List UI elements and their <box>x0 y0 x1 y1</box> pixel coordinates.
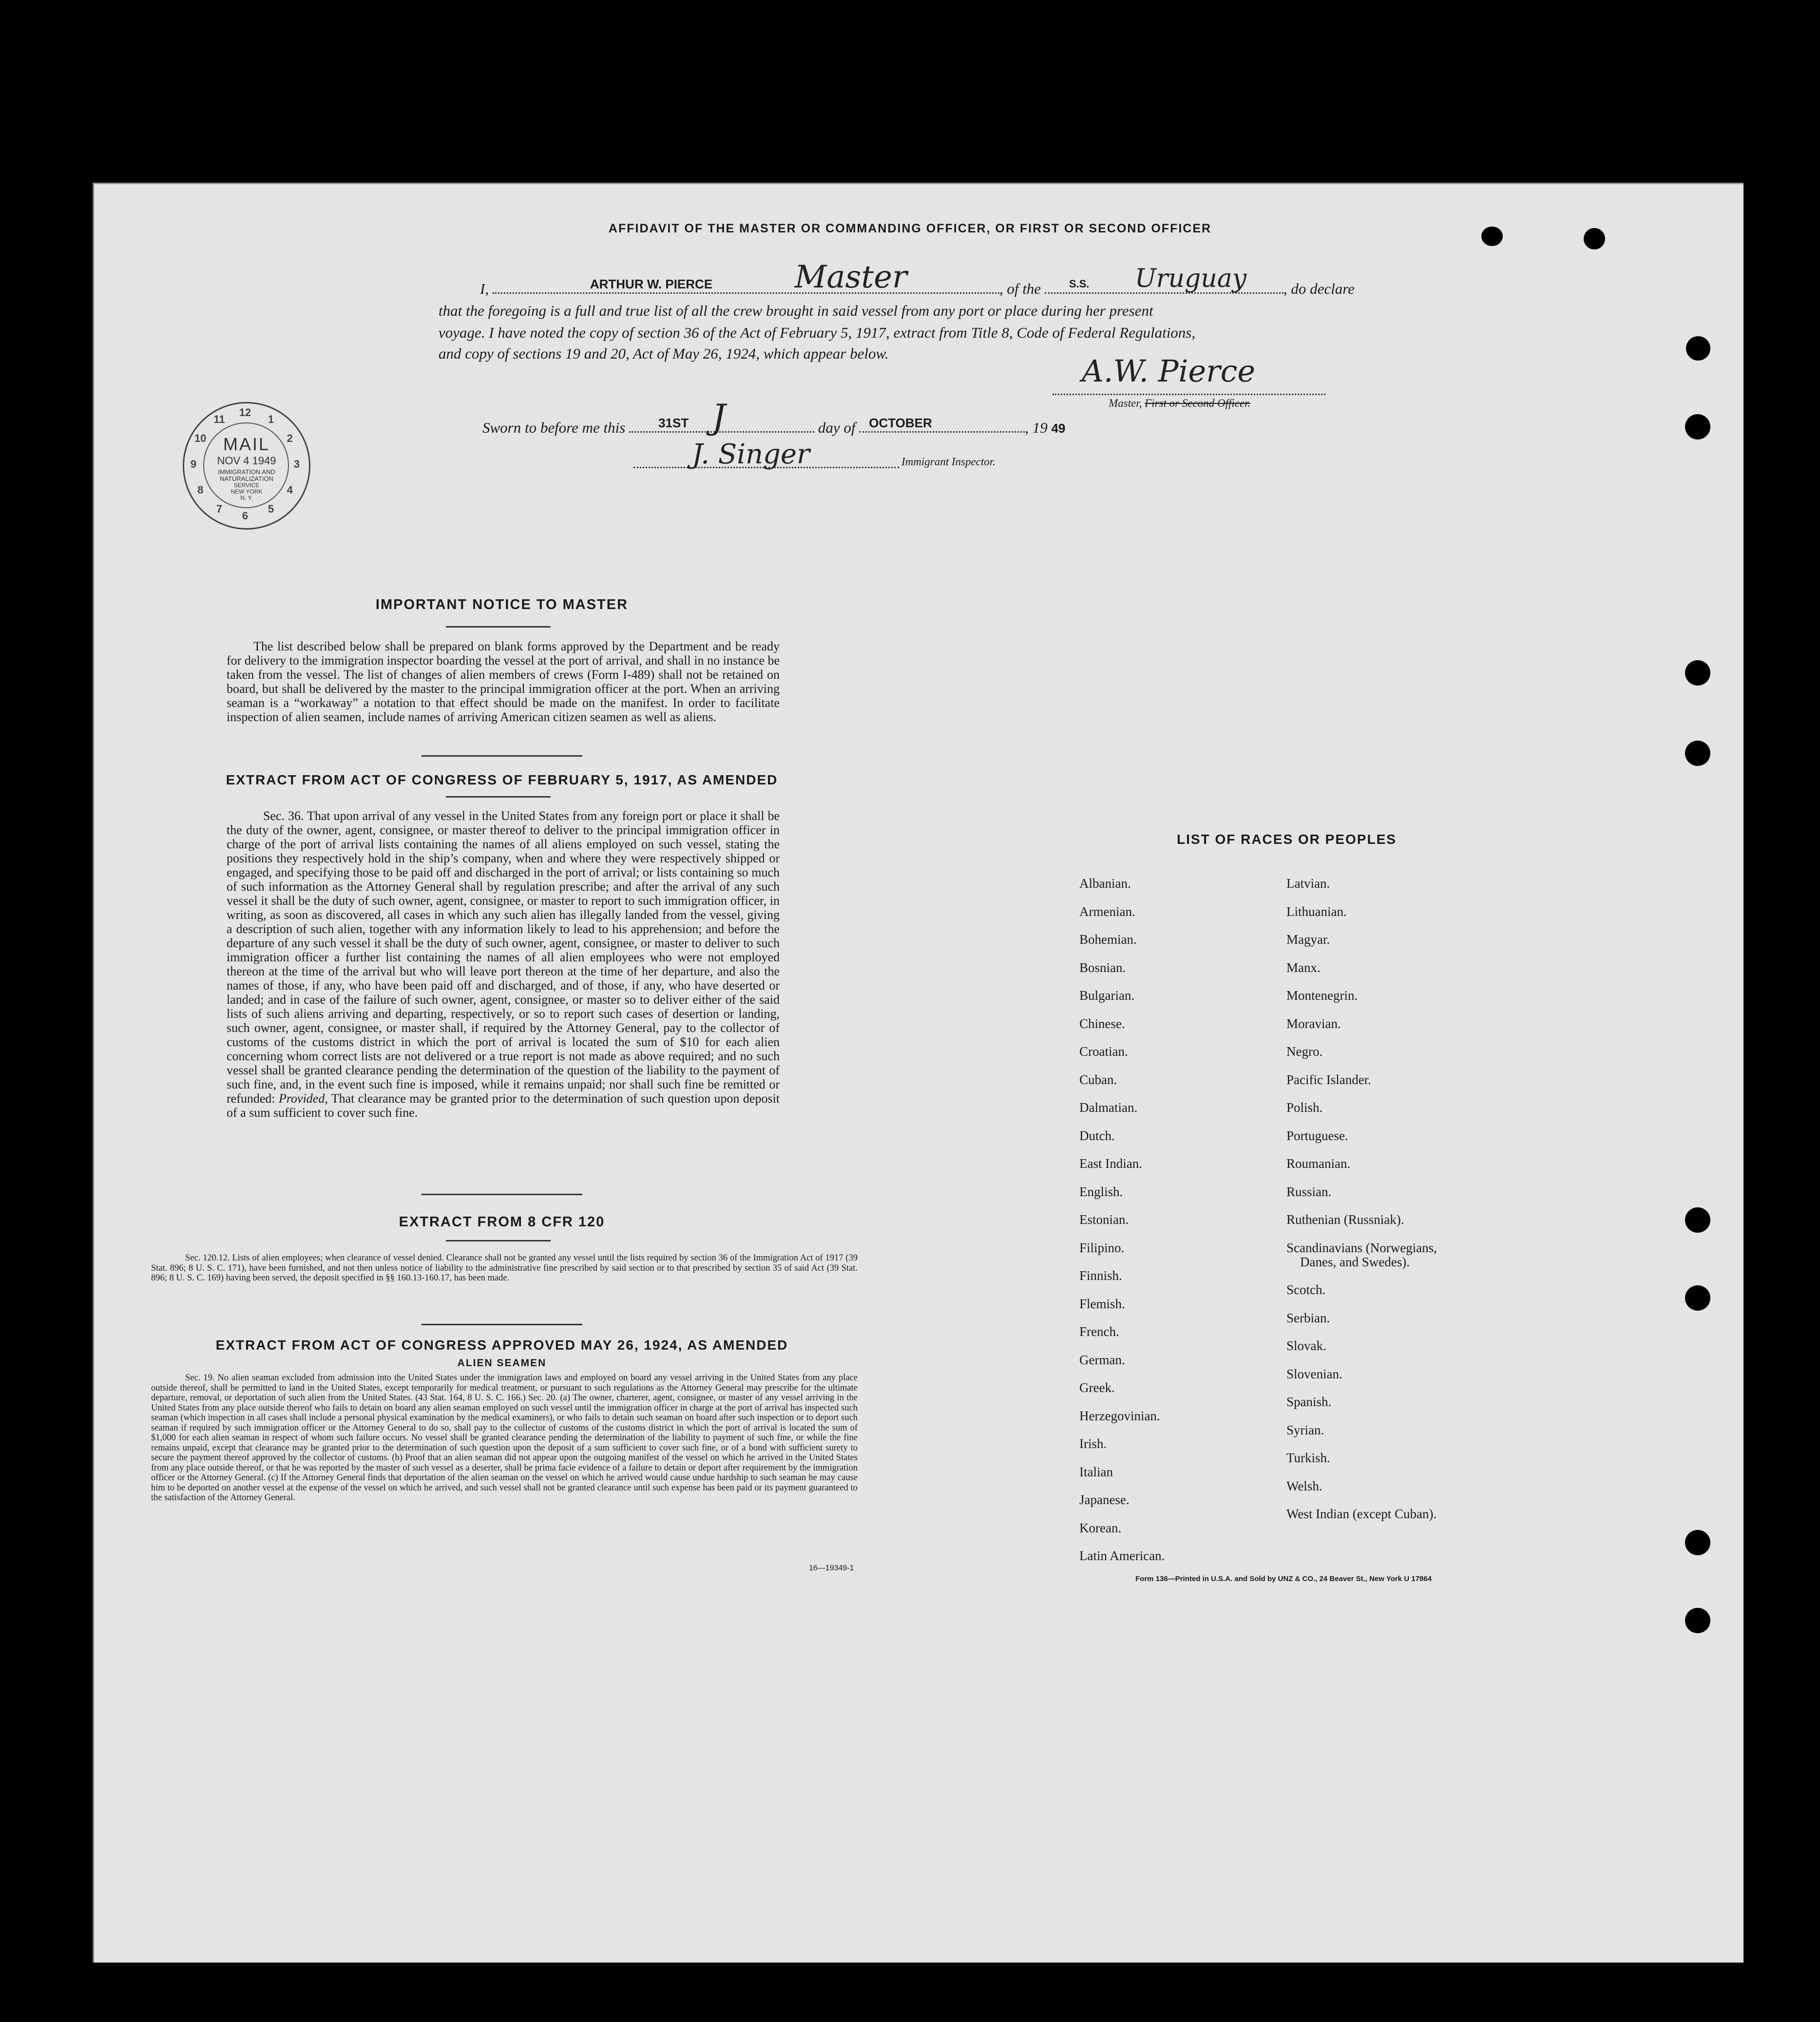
race-item: French. <box>1079 1324 1119 1339</box>
notice-title: IMPORTANT NOTICE TO MASTER <box>375 597 629 612</box>
punch-hole <box>1685 1530 1710 1555</box>
notice-text: The list described below shall be prepared on blank forms approved by the Department and be ready for delivery to the immigration inspector boarding the vessel at the port of arrival, and shall in no instance be taken from the vessel. The list of changes of alien members of crews (Form I-489) shall not be retained on board, but shall be delivered by the master to the principal immigration officer at the port. When an arriving seaman is a “workaway” a notation to that effect should be made on the manifest. In order to facilitate inspection of alien seamen, include names of arriving American citizen seamen as well as aliens. <box>227 639 780 724</box>
race-item: Irish. <box>1079 1436 1107 1451</box>
race-item: Slovak. <box>1286 1338 1326 1353</box>
race-item: Cuban. <box>1079 1072 1117 1087</box>
inspector-initial: J <box>712 397 726 437</box>
inspector-caption: Immigrant Inspector. <box>901 456 996 468</box>
extract-1917-provided: Provided, <box>279 1091 328 1106</box>
punch-hole <box>1686 336 1710 361</box>
stamp-line-1: IMMIGRATION AND <box>218 468 275 476</box>
cfr-title-rule <box>446 1240 551 1241</box>
notice-title-rule <box>446 626 551 628</box>
race-item: Filipino. <box>1079 1240 1125 1255</box>
race-item: Syrian. <box>1286 1422 1324 1437</box>
race-item: Italian <box>1079 1464 1113 1479</box>
race-item: Latvian. <box>1286 876 1330 891</box>
notice-rule <box>421 755 582 757</box>
race-item: Scandinavians (Norwegians, <box>1286 1240 1437 1255</box>
race-item: Magyar. <box>1286 932 1330 947</box>
sworn-line <box>482 397 1066 437</box>
master-signature: A.W. Pierce <box>1082 353 1256 389</box>
extract-1917-rule <box>446 796 551 798</box>
stamp-hour-number: 10 <box>194 432 207 444</box>
race-item: Albanian. <box>1079 876 1131 891</box>
signature-line <box>1053 394 1325 395</box>
race-item: German. <box>1079 1352 1125 1367</box>
race-item: Dalmatian. <box>1079 1100 1138 1115</box>
form-code: 16—19349-1 <box>809 1564 854 1572</box>
vessel-prefix: S.S. <box>1069 278 1090 290</box>
race-item: Armenian. <box>1079 904 1135 919</box>
signature-caption-master: Master, <box>1109 397 1145 409</box>
affidavit-line-3: voyage. I have noted the copy of section 36 of the Act of February 5, 1917, extract from Title 8, Code of Federal Regulations, <box>439 324 1196 341</box>
race-item: Montenegrin. <box>1286 988 1358 1003</box>
stamp-hour-number: 11 <box>213 413 225 426</box>
race-item: Slovenian. <box>1286 1366 1342 1381</box>
race-item: Estonian. <box>1079 1212 1129 1227</box>
punch-hole <box>1685 1285 1710 1311</box>
affidavit-line-2: that the foregoing is a full and true list of all the crew brought in said vessel from any port or place during her present <box>439 302 1153 319</box>
race-item: Flemish. <box>1079 1296 1125 1311</box>
declare-label: , do declare <box>1283 280 1355 297</box>
race-item: Moravian. <box>1286 1016 1341 1031</box>
sworn-label: Sworn to before me this <box>482 419 626 436</box>
punch-hole <box>1685 414 1710 439</box>
affidavit-title: AFFIDAVIT OF THE MASTER OR COMMANDING OFFICER, OR FIRST OR SECOND OFFICER <box>608 222 1212 235</box>
stamp-date: NOV 4 1949 <box>217 455 276 467</box>
stamp-hour-number: 12 <box>239 406 251 419</box>
race-item: Bosnian. <box>1079 960 1126 975</box>
inspector-line <box>633 467 899 468</box>
race-item: Spanish. <box>1286 1394 1332 1409</box>
race-item: Japanese. <box>1079 1492 1130 1507</box>
cfr-title: EXTRACT FROM 8 CFR 120 <box>399 1214 605 1230</box>
extract-1924-subtitle: ALIEN SEAMEN <box>457 1357 547 1369</box>
race-item: Chinese. <box>1079 1016 1125 1031</box>
stamp-hour-number: 1 <box>268 413 274 426</box>
race-item: Russian. <box>1286 1184 1332 1199</box>
extract-1917-text <box>227 809 780 1120</box>
extract-1924-title: EXTRACT FROM ACT OF CONGRESS APPROVED MAY 26, 1924, AS AMENDED <box>215 1337 788 1353</box>
race-item: Korean. <box>1079 1520 1122 1535</box>
races-title: LIST OF RACES OR PEOPLES <box>1177 832 1397 847</box>
race-item: Welsh. <box>1286 1478 1322 1493</box>
race-item: English. <box>1079 1184 1123 1199</box>
race-item: Pacific Islander. <box>1286 1072 1371 1087</box>
race-item: Croatian. <box>1079 1044 1128 1059</box>
month-value: OCTOBER <box>869 416 932 430</box>
punch-hole <box>1685 1608 1710 1633</box>
affidavit-line-1 <box>480 259 1355 298</box>
race-item: Greek. <box>1079 1380 1115 1395</box>
signature-caption <box>1109 397 1250 410</box>
day-of-label: day of <box>818 419 856 436</box>
handwritten-rank: Master <box>794 259 907 295</box>
race-item: Polish. <box>1286 1100 1323 1115</box>
cfr-text: Sec. 120.12. Lists of alien employees; when clearance of vessel denied. Clearance shall not be granted any vessel until the lists required by section 36 of the Immigration Act of 1917 (39 Stat. 896; 8 U. S. C. 171), have been furnished, and not then unless notice of liability to the administrative fine prescribed by said section or to that prescribed by section 35 of said Act (39 Stat. 896; 8 U. S. C. 169) having been served, the deposit specified in §§ 160.13-160.17, has been made. <box>151 1253 858 1283</box>
stamp-mail: MAIL <box>223 434 270 454</box>
race-item: Lithuanian. <box>1286 904 1347 919</box>
cfr-end-rule <box>421 1324 582 1325</box>
stamp-line-4: NEW YORK <box>230 488 263 495</box>
year-value: 49 <box>1051 421 1066 436</box>
extract-1917-end-rule <box>421 1194 582 1195</box>
race-item: Portuguese. <box>1286 1128 1348 1143</box>
race-item: West Indian (except Cuban). <box>1286 1507 1437 1521</box>
stamp-hour-number: 9 <box>190 458 197 470</box>
mail-stamp <box>183 402 310 530</box>
race-item: Bohemian. <box>1079 932 1137 947</box>
affidavit-line-4: and copy of sections 19 and 20, Act of May 26, 1924, which appear below. <box>439 345 889 362</box>
race-item: Herzegovinian. <box>1079 1408 1160 1423</box>
race-item: Finnish. <box>1079 1268 1122 1283</box>
stamp-hour-number: 2 <box>287 432 293 444</box>
stamp-line-5: N. Y. <box>240 495 253 501</box>
of-the-label: , of the <box>999 280 1041 297</box>
race-item: East Indian. <box>1079 1156 1142 1171</box>
stamp-hour-number: 7 <box>216 502 223 515</box>
stamp-hour-number: 4 <box>287 484 293 496</box>
punch-hole <box>1685 660 1710 686</box>
race-item: Scotch. <box>1286 1282 1326 1297</box>
race-item: Serbian. <box>1286 1310 1330 1325</box>
punch-hole <box>1685 741 1710 766</box>
race-item: Latin American. <box>1079 1548 1165 1563</box>
signature-caption-struck: First or Second Officer. <box>1145 397 1251 409</box>
race-item: Ruthenian (Russniak). <box>1286 1212 1404 1227</box>
race-item: Bulgarian. <box>1079 988 1135 1003</box>
handwritten-vessel: Uruguay <box>1134 264 1247 293</box>
race-item: Roumanian. <box>1286 1156 1351 1171</box>
extract-1917-text-a: Sec. 36. That upon arrival of any vessel in the United States from any foreign port or place it shall be the duty of the owner, agent, consignee, or master thereof to deliver to the principal immigration officer in charge of the port of arrival lists containing the names of all aliens employed on such vessel, stating the positions they respectively hold in the ship’s company, when and where they were respectively shipped or engaged, and specifying those to be paid off and discharged in the port of arrival; or lists containing so much of such information as the Attorney General shall by regulation prescribe; and after the arrival of any such vessel it shall be the duty of such owner, agent, consignee, or master to report to such immigration officer, in writing, as soon as discovered, all cases in which any such alien has illegally landed from the vessel, giving a description of such alien, together with any information likely to lead to his apprehension; and before the departure of any such vessel it shall be the duty of such owner, agent, consignee, or master to deliver to such immigration officer a further list containing the names of all alien employees who were not employed thereon at the time of the arrival but who will leave port thereon at the time of her departure, and also the names of those, if any, who have been paid off and discharged, and of those, if any, who have deserted or landed; and in case of the failure of such owner, agent, consignee, or master so to deliver either of the said lists of such aliens arriving and departing, respectively, or so to report such cases of desertion or landing, such owner, agent, consignee, or master shall, if required by the Attorney General, pay to the collector of customs of the customs district in which the port of arrival is located the sum of $10 for each alien concerning whom correct lists are not delivered or a true report is not made as above required; and no such vessel shall be granted clearance pending the determination of the question of the liability to the payment of such fine, and, in the event such fine is imposed, while it remains unpaid; nor shall such fine be remitted or refunded: <box>227 809 780 1106</box>
i-label: I, <box>480 280 489 297</box>
day-value: 31ST <box>658 416 689 430</box>
stamp-hour-number: 8 <box>197 484 204 496</box>
race-item: Dutch. <box>1079 1128 1115 1143</box>
race-item: Turkish. <box>1286 1450 1330 1465</box>
inspector-signature: J. Singer <box>692 439 810 470</box>
stamp-hour-number: 6 <box>242 510 249 522</box>
race-item: Manx. <box>1286 960 1321 975</box>
stamp-hour-number: 5 <box>268 502 274 515</box>
extract-1924-text: Sec. 19. No alien seaman excluded from admission into the United States under the immigration laws and employed on board any vessel arriving in the United States from any place outside thereof, shall be permitted to land in the United States, except temporarily for medical treatment, or pursuant to such regulations as the Attorney General may prescribe for the ultimate departure, removal, or deportation of such alien from the United States. (43 Stat. 164, 8 U. S. C. 166.) Sec. 20. (a) The owner, charterer, agent, consignee, or master of any vessel arriving in the United States from any place outside thereof who fails to detain on board any alien seaman employed on such vessel until the immigration officer in charge at the port of arrival has inspected such seaman (which inspection in all cases shall include a personal physical examination by the medical examiners), or who fails to detain such seaman on board after such inspection or to deport such seaman if required by such immigration officer or the Attorney General to do so, shall pay to the collector of customs of the customs district in which the port of arrival is located the sum of $1,000 for each alien seaman in respect of whom such failure occurs. No vessel shall be granted clearance pending the determination of the liability to payment of such fine, or while the fine remains unpaid, except that clearance may be granted prior to the determination of such question upon the deposit of a sum sufficient to cover such fine, or of a bond with sufficient surety to secure the payment thereof approved by the collector of customs. (b) Proof that an alien seaman did not appear upon the outgoing manifest of the vessel on which he arrived in the United States from any place outside thereof, or that he was reported by the master of such vessel as a deserter, shall be prima facie evidence of a failure to detain or deport after requirement by the immigration officer or the Attorney General. (c) If the Attorney General finds that deportation of the alien seaman on the vessel on which he arrived would cause undue hardship to such seaman he may cause him to be deported on another vessel at the expense of the vessel on which he arrived, and such vessel shall not be granted clearance until such expense has been paid or its payment guaranteed to the satisfaction of the Attorney General. <box>151 1373 858 1503</box>
race-item: Negro. <box>1286 1044 1323 1059</box>
stamp-hour-number: 3 <box>293 458 300 470</box>
extract-1917-title: EXTRACT FROM ACT OF CONGRESS OF FEBRUARY 5, 1917, AS AMENDED <box>226 772 778 787</box>
stamp-line-3: SERVICE <box>233 482 260 489</box>
year-label: , 19 <box>1025 419 1048 436</box>
punch-hole <box>1685 1207 1710 1233</box>
master-name: ARTHUR W. PIERCE <box>590 277 713 291</box>
race-item: Danes, and Swedes). <box>1300 1254 1410 1269</box>
stamp-line-2: NATURALIZATION <box>219 475 274 482</box>
form-printer-line: Form 136—Printed in U.S.A. and Sold by UNZ & CO., 24 Beaver St., New York U 17864 <box>1135 1575 1432 1583</box>
extract-1917-text-b: That clearance may be granted prior to the determination of such question upon deposit of a sum sufficient to cover such fine. <box>227 1091 780 1120</box>
